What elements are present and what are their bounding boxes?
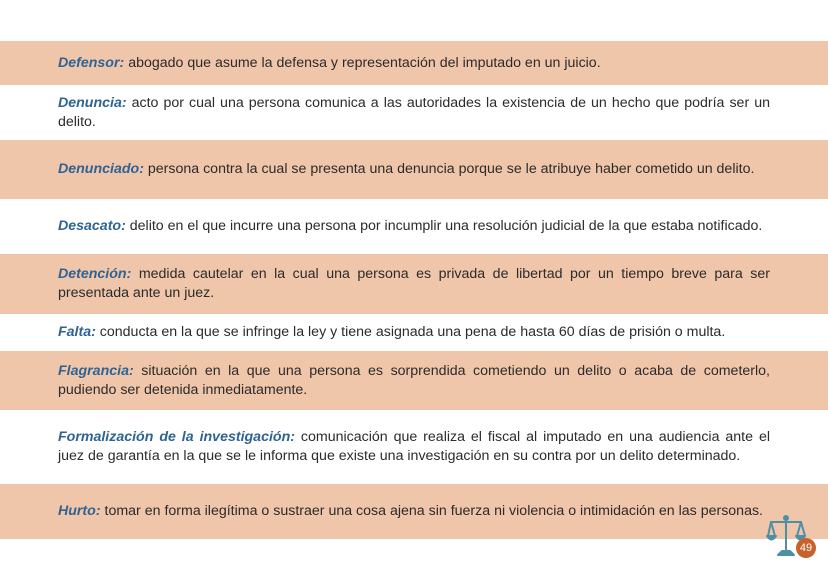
- glossary-definition: abogado que asume la defensa y representación del imputado en un juicio.: [128, 54, 601, 71]
- glossary-term: Flagrancia:: [58, 362, 134, 379]
- glossary-definition: medida cautelar en la cual una persona es privada de libertad por un tiempo breve para ser presentada ante un juez.: [58, 266, 770, 301]
- glossary-term: Denuncia:: [58, 94, 127, 111]
- glossary-definition: conducta en la que se infringe la ley y tiene asignada una pena de hasta 60 días de prisión o multa.: [99, 324, 726, 340]
- glossary-entry: [0, 199, 828, 254]
- glossary-definition: comunicación que realiza el fiscal al imputado en una audiencia ante el juez de garantía en la que se le informa que existe una investigación en su contra por un delito determinado.: [58, 429, 770, 464]
- glossary-entry: [0, 140, 828, 199]
- glossary-term: Hurto:: [58, 503, 101, 519]
- glossary-term: Denunciado:: [58, 161, 144, 177]
- glossary-entry: [0, 41, 828, 85]
- glossary-term: Formalización de la investigación:: [58, 429, 295, 445]
- glossary-definition: situación en la que una persona es sorprendida cometiendo un delito o acaba de cometerlo, pudiendo ser detenida inmediatamente.: [58, 362, 770, 398]
- glossary-definition: persona contra la cual se presenta una denuncia porque se le atribuye haber cometido un delito.: [147, 161, 755, 177]
- glossary-term: Falta:: [58, 324, 96, 340]
- glossary-entry: [0, 254, 828, 314]
- glossary-entry: [0, 484, 828, 539]
- glossary-entry: [0, 85, 828, 140]
- glossary-definition: delito en el que incurre una persona por incumplir una resolución judicial de la que estaba notificado.: [129, 218, 763, 234]
- glossary-term: Defensor:: [58, 54, 125, 71]
- glossary-definition: tomar en forma ilegítima o sustraer una cosa ajena sin fuerza ni violencia o intimidación en las personas.: [104, 503, 764, 519]
- glossary-list: [0, 41, 828, 539]
- glossary-definition: acto por cual una persona comunica a las autoridades la existencia de un hecho que podría ser un delito.: [58, 94, 770, 130]
- glossary-term: Desacato:: [58, 218, 126, 234]
- glossary-entry: [0, 410, 828, 484]
- glossary-entry: [0, 351, 828, 410]
- page-number: 49: [796, 538, 816, 558]
- glossary-term: Detención:: [58, 266, 132, 282]
- glossary-entry: [0, 314, 828, 351]
